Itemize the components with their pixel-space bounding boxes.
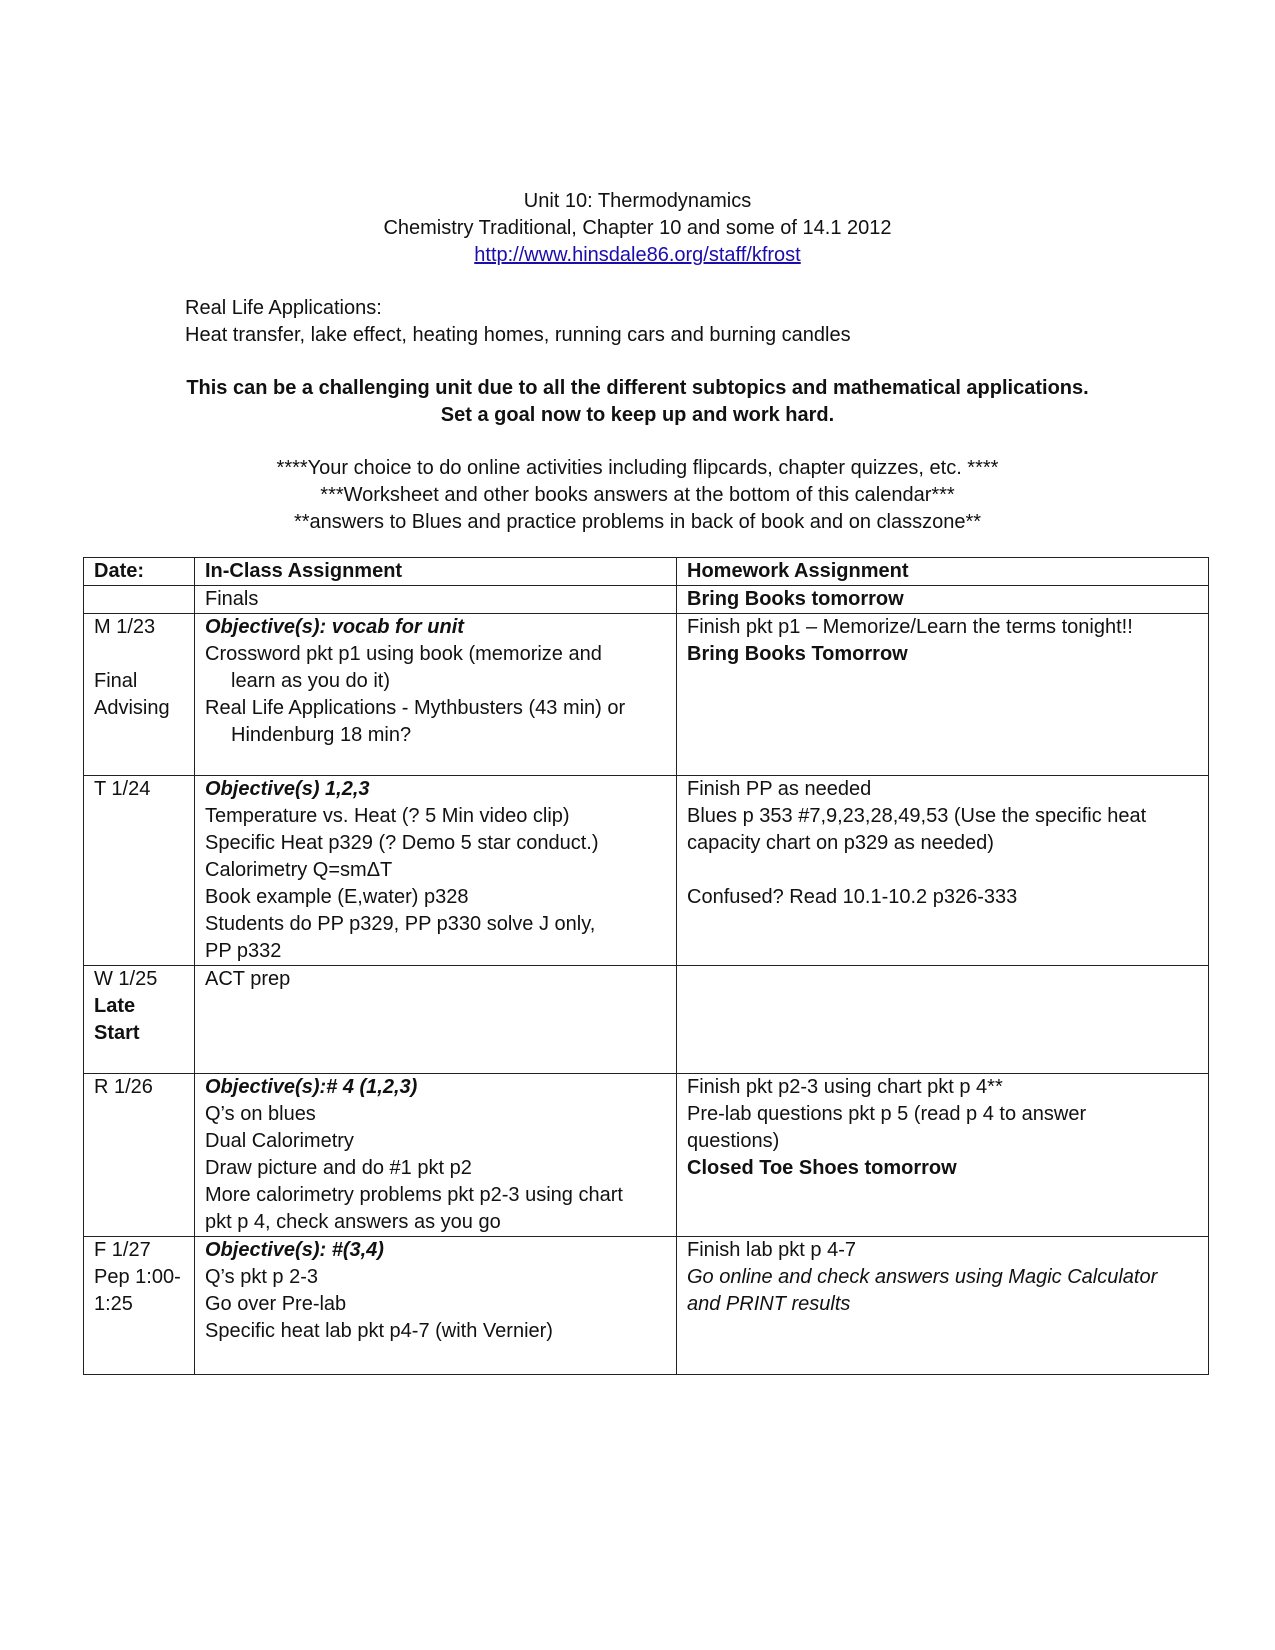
inclass-item: Hindenburg 18 min?	[231, 724, 412, 746]
date-note: Late	[94, 995, 136, 1017]
objective: Objective(s):# 4 (1,2,3)	[205, 1076, 418, 1098]
homework-item: questions)	[687, 1130, 780, 1152]
note-line: **answers to Blues and practice problems in back of book and on classzone**	[293, 511, 982, 533]
homework-item: Closed Toe Shoes tomorrow	[687, 1157, 957, 1179]
inclass-cell	[195, 966, 677, 1074]
inclass-item: Students do PP p329, PP p330 solve J only,	[205, 913, 596, 935]
homework-cell	[677, 614, 1209, 776]
inclass-item: Q’s on blues	[205, 1103, 316, 1125]
inclass-cell	[195, 614, 677, 776]
date-note: Advising	[94, 697, 170, 719]
date-label: T 1/24	[94, 778, 151, 800]
date-label: W 1/25	[94, 968, 158, 990]
staff-link[interactable]: http://www.hinsdale86.org/staff/kfrost	[474, 244, 801, 266]
real-life-heading: Real Life Applications:	[185, 297, 382, 319]
assignment-calendar-table	[83, 557, 1209, 1375]
date-note: 1:25	[94, 1293, 133, 1315]
homework-item: Go online and check answers using Magic Calculator	[687, 1266, 1158, 1288]
inclass-cell	[195, 776, 677, 966]
inclass-item: Q’s pkt p 2-3	[205, 1266, 319, 1288]
homework-item: Finish pkt p1 – Memorize/Learn the terms tonight!!	[687, 616, 1133, 638]
inclass-item: Specific heat lab pkt p4-7 (with Vernier)	[205, 1320, 553, 1342]
homework-item: Finish pkt p2-3 using chart pkt p 4**	[687, 1076, 1003, 1098]
date-note: Start	[94, 1022, 140, 1044]
date-label: R 1/26	[94, 1076, 153, 1098]
note-line: ***Worksheet and other books answers at the bottom of this calendar***	[320, 484, 955, 506]
table-row	[84, 1237, 1209, 1375]
homework-cell	[677, 1237, 1209, 1375]
inclass-item: Calorimetry Q=smΔT	[205, 859, 393, 881]
date-cell	[84, 776, 195, 966]
challenge-note	[0, 375, 1275, 429]
inclass-item: Book example (E,water) p328	[205, 886, 469, 908]
homework-item: Pre-lab questions pkt p 5 (read p 4 to answer	[687, 1103, 1087, 1125]
unit-title: Unit 10: Thermodynamics	[523, 190, 752, 212]
homework-cell: Bring Books tomorrow	[677, 586, 1209, 614]
table-row	[84, 966, 1209, 1074]
header-homework: Homework Assignment	[677, 558, 1209, 586]
inclass-item: Go over Pre-lab	[205, 1293, 347, 1315]
objective: Objective(s): vocab for unit	[205, 616, 464, 638]
date-cell	[84, 586, 195, 614]
challenge-line-1: This can be a challenging unit due to all the different subtopics and mathematical applications.	[186, 377, 1089, 399]
note-line: ****Your choice to do online activities including flipcards, chapter quizzes, etc. ****	[276, 457, 999, 479]
document-header	[0, 188, 1275, 269]
inclass-item: More calorimetry problems pkt p2-3 using chart	[205, 1184, 623, 1206]
homework-item: Bring Books Tomorrow	[687, 643, 908, 665]
notes-section	[0, 455, 1275, 536]
inclass-item: Temperature vs. Heat (? 5 Min video clip)	[205, 805, 570, 827]
real-life-section	[185, 295, 851, 349]
homework-item: Blues p 353 #7,9,23,28,49,53 (Use the specific heat	[687, 805, 1147, 827]
inclass-item: Specific Heat p329 (? Demo 5 star conduct.)	[205, 832, 599, 854]
homework-cell	[677, 1074, 1209, 1237]
inclass-item: PP p332	[205, 940, 282, 962]
date-cell	[84, 1237, 195, 1375]
homework-cell	[677, 776, 1209, 966]
inclass-item: Draw picture and do #1 pkt p2	[205, 1157, 472, 1179]
table-row	[84, 586, 1209, 614]
inclass-cell	[195, 1074, 677, 1237]
homework-item: and PRINT results	[687, 1293, 851, 1315]
table-row	[84, 614, 1209, 776]
inclass-cell: Finals	[195, 586, 677, 614]
homework-cell	[677, 966, 1209, 1074]
objective: Objective(s): #(3,4)	[205, 1239, 384, 1261]
homework-item: Finish lab pkt p 4-7	[687, 1239, 856, 1261]
date-note: Final	[94, 670, 138, 692]
date-label: F 1/27	[94, 1239, 151, 1261]
inclass-item: Crossword pkt p1 using book (memorize and	[205, 643, 602, 665]
date-cell	[84, 614, 195, 776]
homework-item: capacity chart on p329 as needed)	[687, 832, 994, 854]
inclass-item: Real Life Applications - Mythbusters (43 min) or	[205, 697, 626, 719]
inclass-item: pkt p 4, check answers as you go	[205, 1211, 501, 1233]
inclass-item: learn as you do it)	[231, 670, 390, 692]
course-subtitle: Chemistry Traditional, Chapter 10 and some of 14.1 2012	[383, 217, 892, 239]
table-row	[84, 1074, 1209, 1237]
header-inclass: In-Class Assignment	[195, 558, 677, 586]
table-header-row	[84, 558, 1209, 586]
inclass-item: ACT prep	[205, 968, 291, 990]
date-cell	[84, 966, 195, 1074]
date-cell	[84, 1074, 195, 1237]
header-date: Date:	[84, 558, 195, 586]
real-life-text: Heat transfer, lake effect, heating homes, running cars and burning candles	[185, 324, 851, 346]
inclass-item: Dual Calorimetry	[205, 1130, 354, 1152]
date-label: M 1/23	[94, 616, 156, 638]
challenge-line-2: Set a goal now to keep up and work hard.	[440, 404, 835, 426]
inclass-cell	[195, 1237, 677, 1375]
homework-item: Confused? Read 10.1-10.2 p326-333	[687, 886, 1018, 908]
table-row	[84, 776, 1209, 966]
date-note: Pep 1:00-	[94, 1266, 181, 1288]
homework-item: Finish PP as needed	[687, 778, 872, 800]
objective: Objective(s) 1,2,3	[205, 778, 370, 800]
